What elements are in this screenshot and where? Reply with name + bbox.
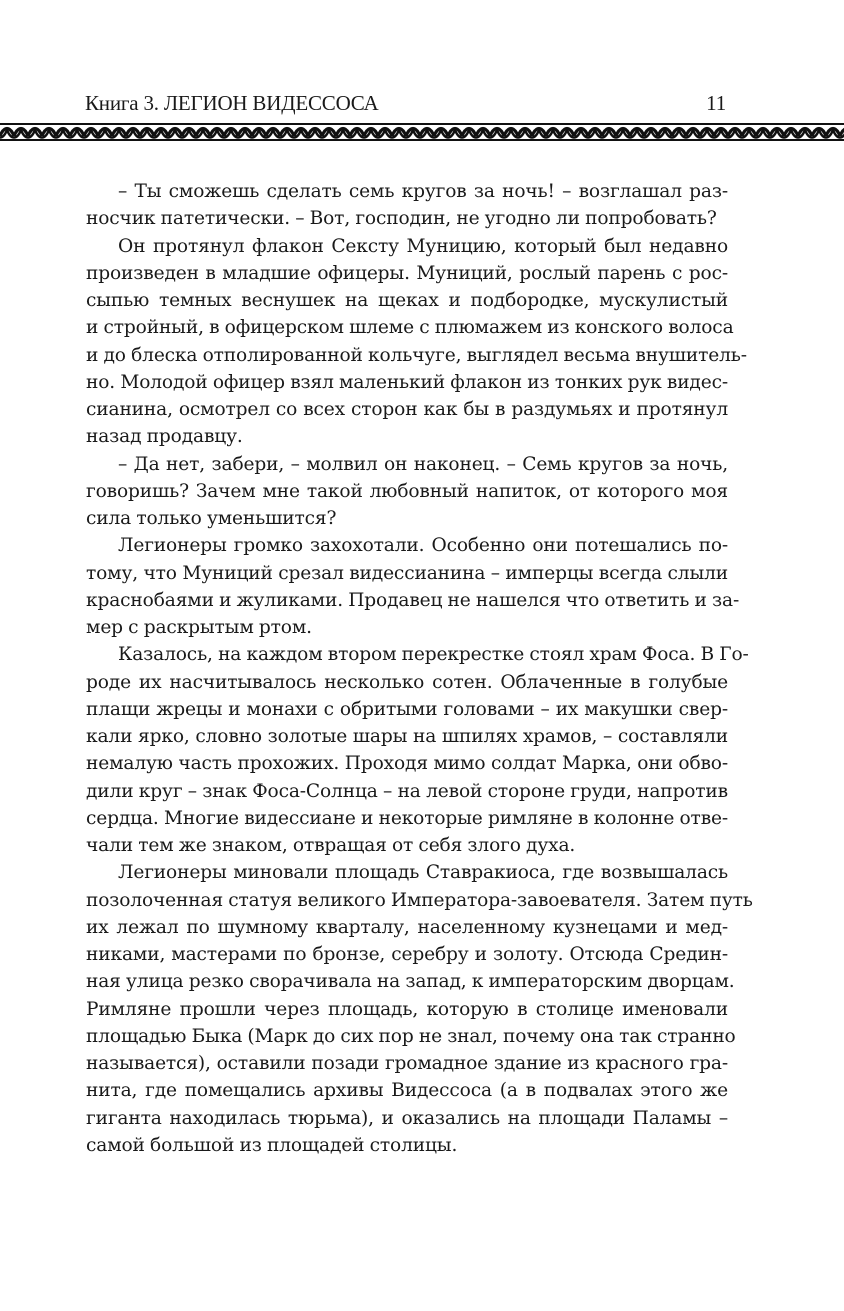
text-line: – Да нет, забери, – молвил он наконец. – Семь кругов за ночь,	[118, 453, 728, 475]
paragraph	[86, 532, 740, 641]
text-line: назад продавцу.	[86, 426, 243, 448]
text-line: нита, где помещались архивы Видессоса (а в подвалах этого же	[86, 1080, 728, 1102]
text-line: говоришь? Зачем мне такой любовный напиток, от которого моя	[86, 480, 728, 502]
text-line: Он протянул флакон Сексту Муницию, который был недавно	[118, 235, 728, 257]
text-line: дили круг – знак Фоса-Солнца – на левой стороне груди, напротив	[86, 780, 728, 802]
paragraph	[86, 178, 728, 233]
running-title: Книга 3. ЛЕГИОН ВИДЕССОСА	[85, 91, 379, 115]
text-line: Римляне прошли через площадь, которую в столице именовали	[86, 998, 728, 1020]
text-line: самой большой из площадей столицы.	[86, 1134, 458, 1156]
text-line: сила только уменьшится?	[86, 508, 337, 529]
text-line: кали ярко, словно золотые шары на шпилях храмов, – составляли	[86, 726, 728, 747]
text-line: их лежал по шумному кварталу, населенному кузнецами и мед-	[86, 916, 728, 938]
paragraph	[86, 641, 749, 859]
text-line: Легионеры громко захохотали. Особенно они потешались по-	[118, 535, 728, 557]
text-line: ная улица резко сворачивала на запад, к императорским дворцам.	[86, 971, 735, 993]
text-line: – Ты сможешь сделать семь кругов за ночь! – возглашал раз-	[118, 181, 728, 202]
text-line: и до блеска отполированной кольчуге, выглядел весьма внушитель-	[86, 344, 747, 366]
decorative-border	[0, 122, 844, 142]
text-line: называется), оставили позади громадное здание из красного гра-	[86, 1053, 728, 1074]
text-line: но. Молодой офицер взял маленький флакон из тонких рук видес-	[86, 371, 728, 393]
text-line: краснобаями и жуликами. Продавец не нашелся что ответить и за-	[86, 589, 740, 611]
text-line: чали тем же знаком, отвращая от себя злого духа.	[86, 835, 576, 856]
text-line: немалую часть прохожих. Проходя мимо солдат Марка, они обво-	[86, 753, 728, 775]
paragraph	[86, 451, 728, 533]
text-line: роде их насчитывалось несколько сотен. Облаченные в голубые	[86, 671, 728, 693]
text-line: произведен в младшие офицеры. Муниций, рослый парень с рос-	[86, 262, 728, 284]
text-line: сердца. Многие видессиане и некоторые римляне в колонне отве-	[86, 807, 728, 829]
text-line: позолоченная статуя великого Императора-завоевателя. Затем путь	[86, 889, 753, 911]
text-line: носчик патетически. – Вот, господин, не угодно ли попробовать?	[86, 208, 717, 230]
paragraph	[86, 233, 747, 451]
text-line: гиганта находилась тюрьма), и оказались на площади Паламы –	[86, 1107, 728, 1129]
text-line: площадью Быка (Марк до сих пор не знал, почему она так странно	[86, 1025, 736, 1047]
text-line: плащи жрецы и монахи с обритыми головами – их макушки свер-	[86, 698, 728, 720]
page-number: 11	[706, 91, 726, 115]
text-line: Казалось, на каждом втором перекрестке стоял храм Фоса. В Го-	[118, 644, 749, 666]
text-line: тому, что Муниций срезал видессианина – имперцы всегда слыли	[86, 562, 728, 584]
running-header	[85, 88, 726, 116]
text-line: и стройный, в офицерском шлеме с плюмажем из конского волоса	[86, 317, 734, 339]
paragraph	[86, 859, 753, 1159]
text-line: Легионеры миновали площадь Ставракиоса, где возвышалась	[118, 862, 728, 884]
text-line: сыпью темных веснушек на щеках и подбородке, мускулистый	[86, 290, 728, 311]
text-line: сианина, осмотрел со всех сторон как бы в раздумьях и протянул	[86, 399, 728, 420]
text-line: мер с раскрытым ртом.	[86, 617, 312, 638]
text-line: никами, мастерами по бронзе, серебру и золоту. Отсюда Средин-	[86, 944, 728, 965]
page-body	[86, 178, 753, 1159]
